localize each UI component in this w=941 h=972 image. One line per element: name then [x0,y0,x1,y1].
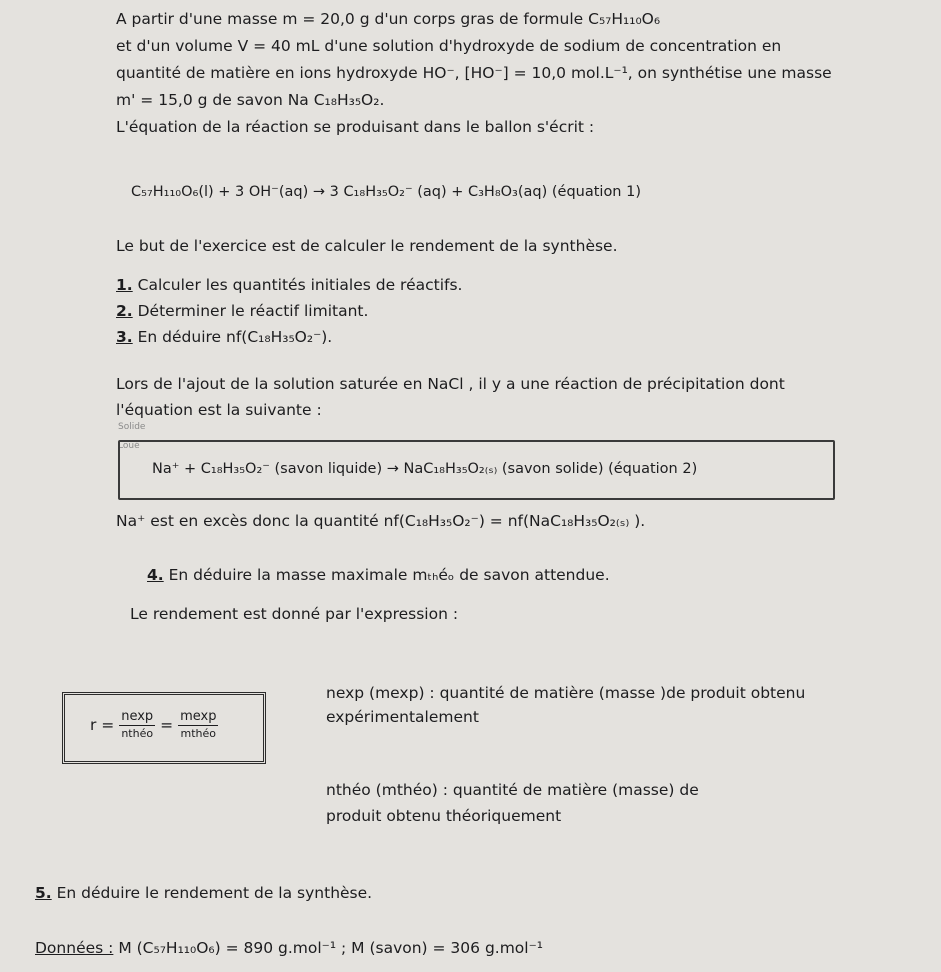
question-5-number: 5. [35,884,52,902]
exercise-goal: Le but de l'exercice est de calculer le rendement de la synthèse. [116,237,618,255]
yield-formula [90,708,218,742]
precipitation-line-2: l'équation est la suivante : [116,401,322,419]
margin-note-2: Loué [118,441,140,451]
equation-2: Na⁺ + C₁₈H₃₅O₂⁻ (savon liquide) → NaC₁₈H₃₅O₂₍ₛ₎ (savon solide) (équation 2) [152,461,698,477]
yield-intro: Le rendement est donné par l'expression : [130,605,459,623]
margin-note-1: Solide [118,422,146,432]
question-4 [147,565,610,586]
intro-line-2: et d'un volume V = 40 mL d'une solution d'hydroxyde de sodium de concentration en [116,37,782,55]
question-3 [116,327,332,348]
question-5 [35,883,372,904]
data-label: Données : [35,939,114,957]
def-theo-line-1: nthéo (mthéo) : quantité de matière (masse) de [326,781,699,799]
yield-fraction-m [178,709,218,742]
yield-fraction-n [119,709,155,742]
question-1-text: Calculer les quantités initiales de réactifs. [137,276,463,294]
intro-line-4: m' = 15,0 g de savon Na C₁₈H₃₅O₂. [116,91,385,109]
excess-statement: Na⁺ est en excès donc la quantité nf(C₁₈H₃₅O₂⁻) = nf(NaC₁₈H₃₅O₂₍ₛ₎ ). [116,512,646,530]
question-5-text: En déduire le rendement de la synthèse. [56,884,373,902]
def-theo-line-2: produit obtenu théoriquement [326,807,562,825]
precipitation-line-1: Lors de l'ajout de la solution saturée en NaCl , il y a une réaction de précipitation dont [116,375,785,393]
question-3-number: 3. [116,328,133,346]
intro-line-3: quantité de matière en ions hydroxyde HO⁻, [HO⁻] = 10,0 mol.L⁻¹, on synthétise une masse [116,64,832,82]
question-2 [116,301,368,322]
question-1-number: 1. [116,276,133,294]
m-exp: mexp [180,709,217,724]
data-values: M (C₅₇H₁₁₀O₆) = 890 g.mol⁻¹ ; M (savon) = 306 g.mol⁻¹ [118,939,543,957]
question-1 [116,275,462,296]
m-theo: mthéo [180,727,217,740]
intro-line-5: L'équation de la réaction se produisant dans le ballon s'écrit : [116,118,595,136]
question-3-text: En déduire nf(C₁₈H₃₅O₂⁻). [137,328,333,346]
intro-line-1: A partir d'une masse m = 20,0 g d'un corps gras de formule C₅₇H₁₁₀O₆ [116,10,661,28]
yield-formula-equals: = [160,716,174,734]
question-2-number: 2. [116,302,133,320]
question-4-number: 4. [147,566,164,584]
def-exp-line-1: nexp (mexp) : quantité de matière (masse )de produit obtenu [326,684,806,702]
data-line [35,938,543,959]
question-2-text: Déterminer le réactif limitant. [137,302,369,320]
n-theo: nthéo [121,727,154,740]
question-4-text: En déduire la masse maximale mₜₕéₒ de savon attendue. [168,566,610,584]
yield-formula-lhs: r = [90,716,115,734]
equation-1: C₅₇H₁₁₀O₆(l) + 3 OH⁻(aq) → 3 C₁₈H₃₅O₂⁻ (aq) + C₃H₈O₃(aq) (équation 1) [131,184,641,200]
n-exp: nexp [121,709,154,724]
def-exp-line-2: expérimentalement [326,708,479,726]
